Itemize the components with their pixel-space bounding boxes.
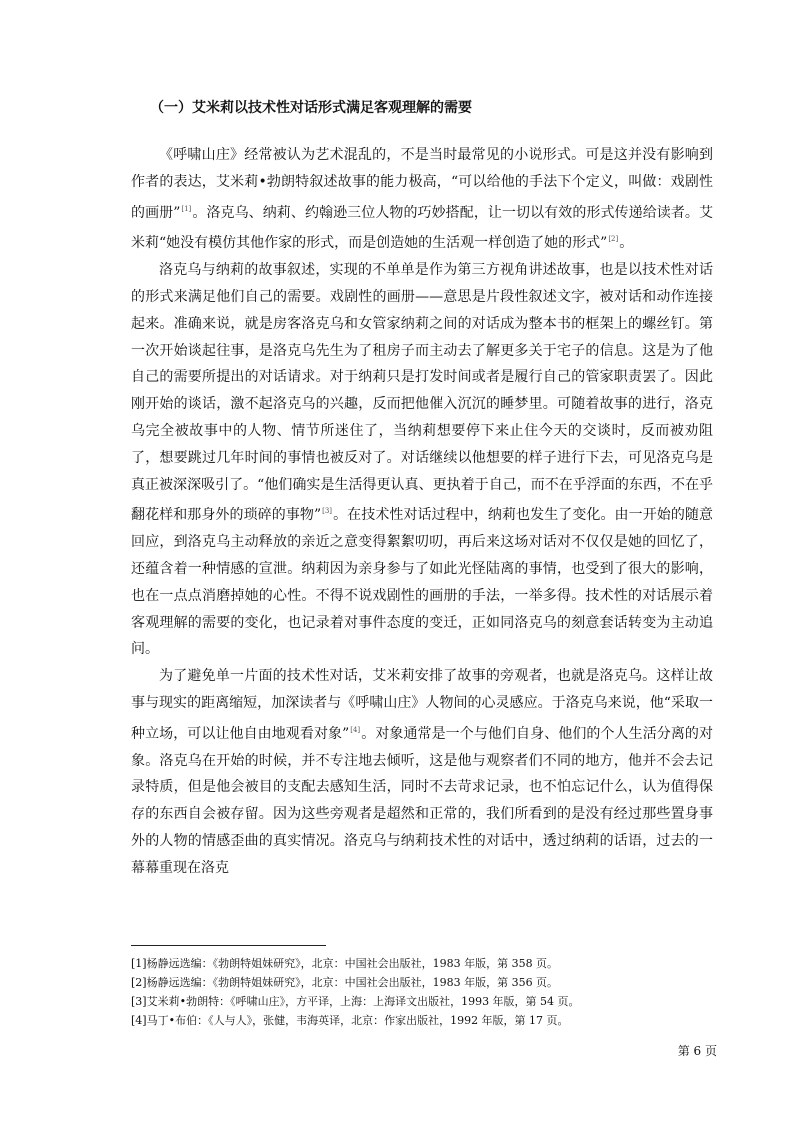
footnote-4: [4]马丁•布伯：《人与人》，张健，韦海英译，北京：作家出版社，1992 年版，第 17 页。 [131,1014,569,1027]
footnotes [131,954,721,1030]
text-run: 。洛克乌、纳莉、约翰逊三位人物的巧妙搭配，让一切以有效的形式传递给读者。艾米莉“她没有模仿其他作家的形式，而是创造她的生活观一样创造了她的形式” [131,204,713,252]
section-heading: （一）艾米莉以技术性对话形式满足客观理解的需要 [150,100,472,116]
text-run: 。 [619,235,634,252]
text-run: 为了避免单一片面的技术性对话，艾米莉安排了故事的旁观者，也就是洛克乌。这样让故事与现实的距离缩短，加深读者与《呼啸山庄》人物间的心灵感应。于洛克乌来说，他“采取一种立场，可以让他自由地观看对象” [131,668,713,742]
text-run: 洛克乌与纳莉的故事叙述，实现的不单单是作为第三方视角讲述故事，也是以技术性对话的形式来满足他们自己的需要。戏剧性的画册——意思是片段性叙述文字，被对话和动作连接起来。准确来说，就是房客洛克乌和女管家纳莉之间的对话成为整本书的框架上的螺丝钉。第一次开始谈起往事，是洛克乌先生为了租房子而主动去了解更多关于宅子的信息。这是为了他自己的需要所提出的对话请求。对于纳莉只是打发时间或者是履行自己的管家职责罢了。因此刚开始的谈话，激不起洛克乌的兴趣，反而把他催入沉沉的睡梦里。可随着故事的进行，洛克乌完全被故事中的人物、情节所迷住了，当纳莉想要停下来止住今天的交谈时，反而被劝阻了，想要跳过几年时间的事情也被反对了。对话继续以他想要的样子进行下去，可见洛克乌是真正被深深吸引了。“他们确实是生活得更认真、更执着于自己，而不在乎浮面的东西，不在乎翻花样和那身外的琐碎的事物” [131,262,713,524]
text-run: 。对象通常是一个与他们自身、他们的个人生活分离的对象。洛克乌在开始的时候，并不专注地去倾听，这是他与观察者们不同的地方，他并不会去记录特质，但是他会被目的支配去感知生活，同时不去苛求记录，也不怕忘记什么，认为值得保存的东西自会被存留。因为这些旁观者是超然和正常的，我们所看到的是没有经过那些置身事外的人物的情感歪曲的真实情况。洛克乌与纳莉技术性的对话中，透过纳莉的话语，过去的一幕幕重现在洛克 [131,725,713,876]
paragraph-2 [131,257,713,663]
footnote-2: [2]杨静远选编：《勃朗特姐妹研究》，北京：中国社会出版社，1983 年版，第 356 页。 [131,976,559,989]
body-text [131,142,713,882]
footnote-3: [3]艾米莉•勃朗特：《呼啸山庄》，方平译，上海：上海译文出版社，1993 年版，第 54 页。 [131,995,580,1008]
paragraph-3 [131,663,713,881]
citation-marker: [4] [350,725,361,734]
page-number: 第 6 页 [677,1044,717,1058]
citation-marker: [1] [181,204,192,213]
citation-marker: [3] [322,507,333,516]
paragraph-1 [131,142,713,257]
text-run: 《呼啸山庄》经常被认为艺术混乱的，不是当时最常见的小说形式。可是这并没有影响到作者的表达，艾米莉•勃朗特叙述故事的能力极高，“可以给他的手法下个定义，叫做：戏剧性的画册” [131,147,713,221]
footnote-divider [131,945,326,946]
citation-marker: [2] [608,235,619,244]
text-run: 。在技术性对话过程中，纳莉也发生了变化。由一开始的随意回应，到洛克乌主动释放的亲近之意变得絮絮叨叨，再后来这场对话对不仅仅是她的回忆了，还蕴含着一种情感的宣泄。纳莉因为亲身参与了如此光怪陆离的事情，也受到了很大的影响，也在一点点消磨掉她的心性。不得不说戏剧性的画册的手法，一举多得。技术性的对话展示着客观理解的需要的变化，也记录着对事件态度的变迁，正如同洛克乌的刻意套话转变为主动追问。 [131,507,713,658]
footnote-1: [1]杨静远选编：《勃朗特姐妹研究》，北京：中国社会出版社，1983 年版，第 358 页。 [131,957,559,970]
